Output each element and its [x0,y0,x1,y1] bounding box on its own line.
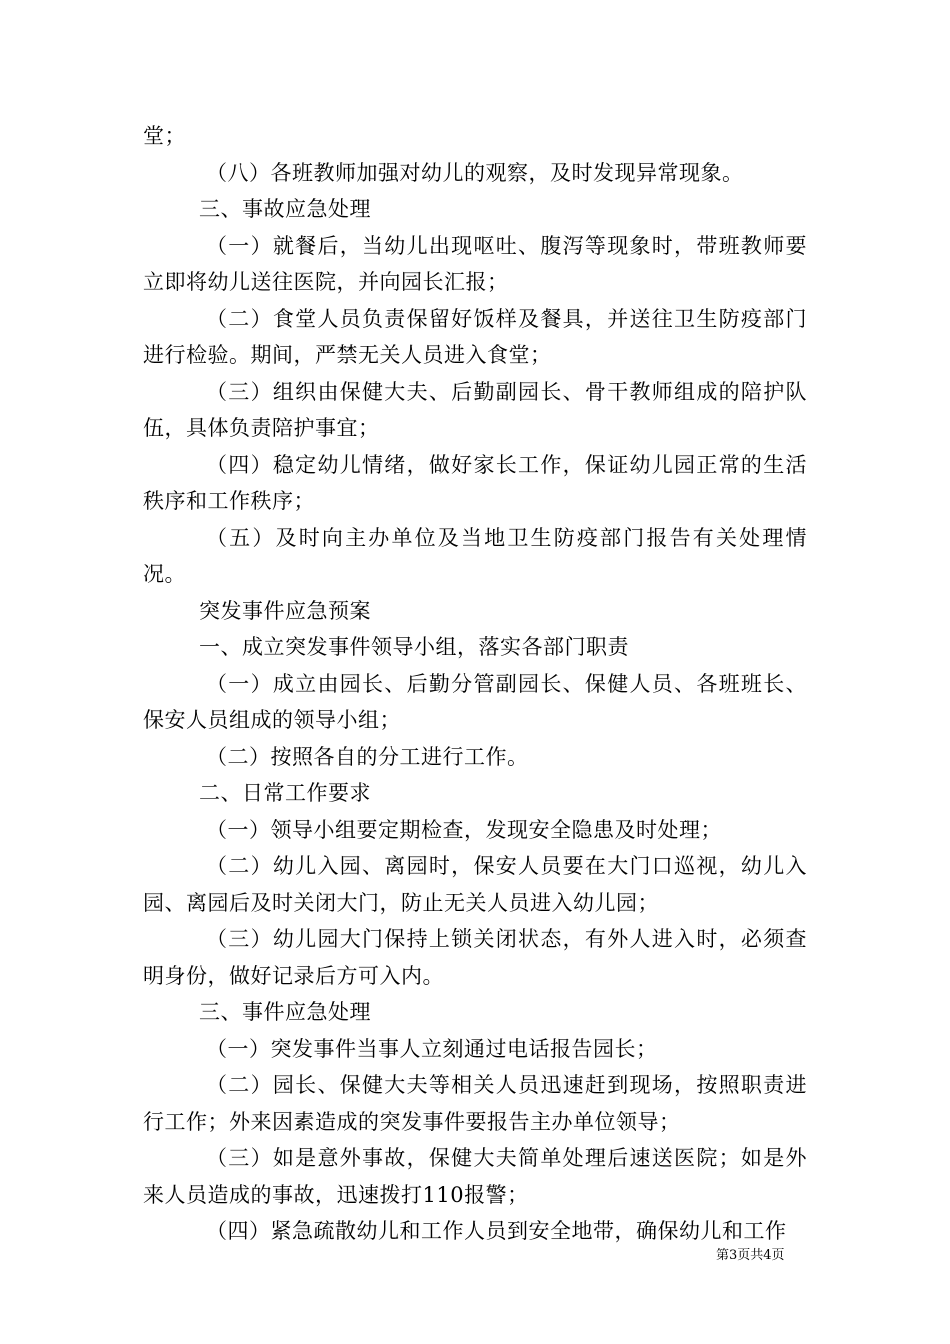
paragraph: 堂； [143,124,186,148]
page-number-footer: 第3页共4页 [716,1248,785,1263]
list-item: （三）如是意外事故，保健大夫简单处理后速送医院；如是外来人员造成的事故，迅速拨打110报警； [143,1146,807,1207]
list-item: （四）稳定幼儿情绪，做好家长工作，保证幼儿园正常的生活秩序和工作秩序； [143,452,807,513]
list-item: （二）食堂人员负责保留好饭样及餐具，并送往卫生防疫部门进行检验。期间，严禁无关人员进入食堂； [143,306,807,367]
section-heading: 二、日常工作要求 [199,781,371,805]
list-item: （一）领导小组要定期检查，发现安全隐患及时处理； [206,817,722,842]
list-item: （一）就餐后，当幼儿出现呕吐、腹泻等现象时，带班教师要立即将幼儿送往医院，并向园长汇报； [143,233,807,294]
section-heading: 三、事故应急处理 [199,197,371,221]
list-item: （四）紧急疏散幼儿和工作人员到安全地带，确保幼儿和工作 [206,1219,787,1243]
list-item: （五）及时向主办单位及当地卫生防疫部门报告有关处理情况。 [143,525,807,586]
list-item: （一）突发事件当事人立刻通过电话报告园长； [206,1036,658,1061]
section-title: 突发事件应急预案 [199,598,371,623]
document-body [143,118,807,1250]
list-item: （二）园长、保健大夫等相关人员迅速赶到现场，按照职责进行工作；外来因素造成的突发事件要报告主办单位领导； [143,1073,807,1134]
list-item: （二）幼儿入园、离园时，保安人员要在大门口巡视，幼儿入园、离园后及时关闭大门，防止无关人员进入幼儿园； [143,854,807,915]
list-item: （一）成立由园长、后勤分管副园长、保健人员、各班班长、保安人员组成的领导小组； [143,671,807,732]
list-item: （三）幼儿园大门保持上锁关闭状态，有外人进入时，必须查明身份，做好记录后方可入内。 [143,927,807,988]
list-item: （三）组织由保健大夫、后勤副园长、骨干教师组成的陪护队伍，具体负责陪护事宜； [143,379,807,440]
section-heading: 一、成立突发事件领导小组，落实各部门职责 [199,635,629,659]
list-item: （八）各班教师加强对幼儿的观察，及时发现异常现象。 [206,160,744,185]
section-heading: 三、事件应急处理 [199,1000,371,1024]
list-item: （二）按照各自的分工进行工作。 [206,744,529,769]
